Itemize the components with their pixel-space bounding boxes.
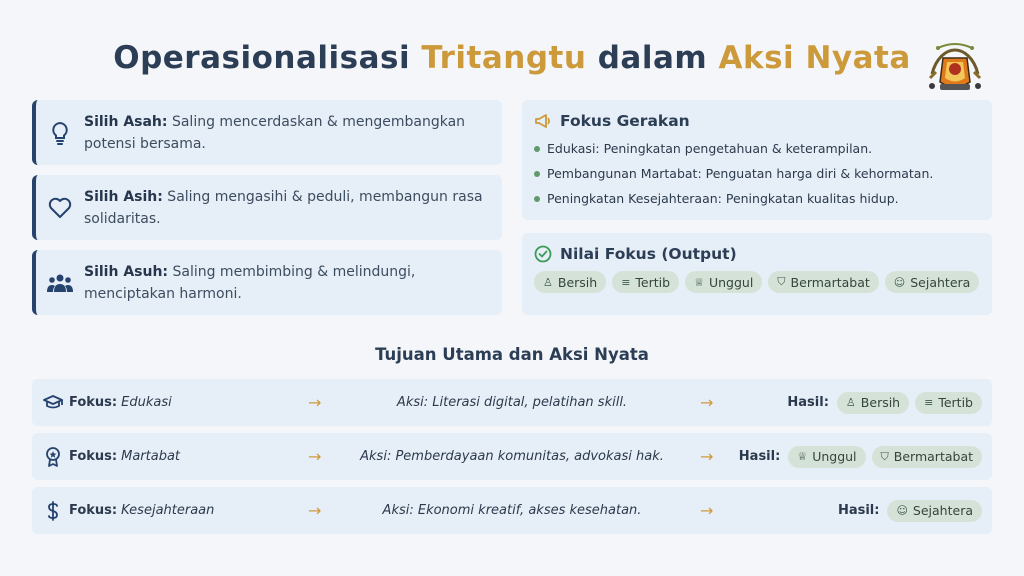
pill-label: Unggul <box>708 274 754 290</box>
shield-icon: ⛉ <box>880 449 889 463</box>
panel-fokus-gerakan <box>522 100 992 220</box>
page-title <box>0 40 1024 76</box>
arrow-right-icon: → <box>308 501 322 520</box>
pill-bermartabat <box>872 446 982 468</box>
focus-cell <box>69 487 214 534</box>
list-item <box>534 161 980 186</box>
hasil-cell <box>838 487 982 534</box>
pill-label: Bermartabat <box>790 274 870 290</box>
megaphone-icon <box>534 113 560 129</box>
pill-label: Unggul <box>812 449 857 464</box>
card-description: Saling mencerdaskan & mengembangkan potensi bersama. <box>84 113 466 152</box>
pill-bersih <box>837 392 909 414</box>
users-icon <box>36 273 84 293</box>
trophy-icon: ♕ <box>797 450 808 463</box>
pill-label: Tertib <box>938 395 973 410</box>
pill-label: Bersih <box>860 395 901 410</box>
bullet-dot <box>534 146 540 152</box>
panel-nilai-fokus <box>522 233 992 315</box>
pill-bermartabat <box>768 271 878 293</box>
trophy-icon: ♕ <box>694 275 704 289</box>
focus-cell <box>69 379 172 426</box>
card-description: Saling mengasihi & peduli, membangun rasa solidaritas. <box>84 188 483 227</box>
piggy-bank-icon: ☺ <box>896 504 908 517</box>
fokus-gerakan-title: Fokus Gerakan <box>560 112 690 130</box>
card-label: Silih Asah: <box>84 113 168 130</box>
panel-heading <box>534 112 980 130</box>
lightbulb-icon <box>36 121 84 145</box>
pill-unggul <box>788 446 865 468</box>
focus-label: Fokus: <box>69 503 118 518</box>
dollar-icon <box>42 487 64 534</box>
broom-icon: ♙ <box>543 275 553 289</box>
pill-bersih <box>534 271 606 293</box>
heart-icon <box>36 197 84 219</box>
value-pill-group <box>534 271 980 293</box>
list-item-text: Edukasi: Peningkatan pengetahuan & keterampilan. <box>547 141 873 156</box>
section-title: Tujuan Utama dan Aksi Nyata <box>375 345 649 364</box>
card-silih-asih <box>32 175 502 240</box>
nilai-fokus-title: Nilai Fokus (Output) <box>560 245 737 263</box>
pill-label: Sejahtera <box>910 274 971 290</box>
title-part-1: Operasionalisasi <box>113 40 422 76</box>
arrow-right-icon: → <box>700 501 714 520</box>
arrow-right-icon: → <box>308 393 322 412</box>
aksi-text: Aksi: Pemberdayaan komunitas, advokasi hak. <box>360 449 664 464</box>
list-item <box>534 136 980 161</box>
title-part-2: dalam <box>586 40 719 76</box>
card-text <box>84 261 484 305</box>
card-silih-asuh <box>32 250 502 315</box>
pill-tertib <box>612 271 679 293</box>
hasil-cell <box>739 433 982 480</box>
pill-label: Bermartabat <box>893 449 973 464</box>
focus-label: Fokus: <box>69 449 118 464</box>
focus-value: Martabat <box>121 449 181 464</box>
title-accent-2: Aksi Nyata <box>718 40 911 76</box>
focus-label: Fokus: <box>69 395 118 410</box>
table-row <box>32 487 992 534</box>
table-row <box>32 379 992 426</box>
card-label: Silih Asuh: <box>84 263 169 280</box>
pill-unggul <box>685 271 762 293</box>
list-item-text: Peningkatan Kesejahteraan: Peningkatan kualitas hidup. <box>547 191 899 206</box>
card-text <box>84 111 484 155</box>
table-row <box>32 433 992 480</box>
focus-cell <box>69 433 180 480</box>
hasil-cell <box>787 379 982 426</box>
logo-emblem <box>926 38 984 96</box>
focus-value: Kesejahteraan <box>121 503 215 518</box>
shield-icon: ⛉ <box>777 275 786 288</box>
list-item <box>534 186 980 211</box>
focus-value: Edukasi <box>121 395 172 410</box>
card-silih-asah <box>32 100 502 165</box>
arrow-right-icon: → <box>700 447 714 466</box>
arrow-right-icon: → <box>700 393 714 412</box>
card-text <box>84 186 484 230</box>
list-order-icon: ≡ <box>621 275 631 289</box>
graduation-cap-icon <box>42 379 64 426</box>
pill-label: Sejahtera <box>912 503 973 518</box>
pill-sejahtera <box>887 500 982 522</box>
hasil-label: Hasil: <box>738 449 781 464</box>
award-icon <box>42 433 64 480</box>
title-accent-1: Tritangtu <box>421 40 587 76</box>
hasil-label: Hasil: <box>837 503 880 518</box>
pill-label: Tertib <box>635 274 671 290</box>
panel-heading <box>534 245 980 263</box>
check-circle-icon <box>534 245 560 263</box>
pill-tertib <box>915 392 982 414</box>
piggy-bank-icon: ☺ <box>893 275 906 289</box>
arrow-right-icon: → <box>308 447 322 466</box>
broom-icon: ♙ <box>845 396 856 409</box>
hasil-label: Hasil: <box>787 395 829 410</box>
card-description: Saling membimbing & melindungi, menciptakan harmoni. <box>84 263 416 302</box>
bullet-dot <box>534 171 540 177</box>
pill-sejahtera <box>885 271 980 293</box>
bullet-dot <box>534 196 540 202</box>
list-item-text: Pembangunan Martabat: Penguatan harga diri & kehormatan. <box>547 166 934 181</box>
aksi-text: Aksi: Literasi digital, pelatihan skill. <box>396 395 628 410</box>
pill-label: Bersih <box>557 274 598 290</box>
aksi-text: Aksi: Ekonomi kreatif, akses kesehatan. <box>382 503 642 518</box>
card-label: Silih Asih: <box>84 188 163 205</box>
list-order-icon: ≡ <box>924 396 934 409</box>
